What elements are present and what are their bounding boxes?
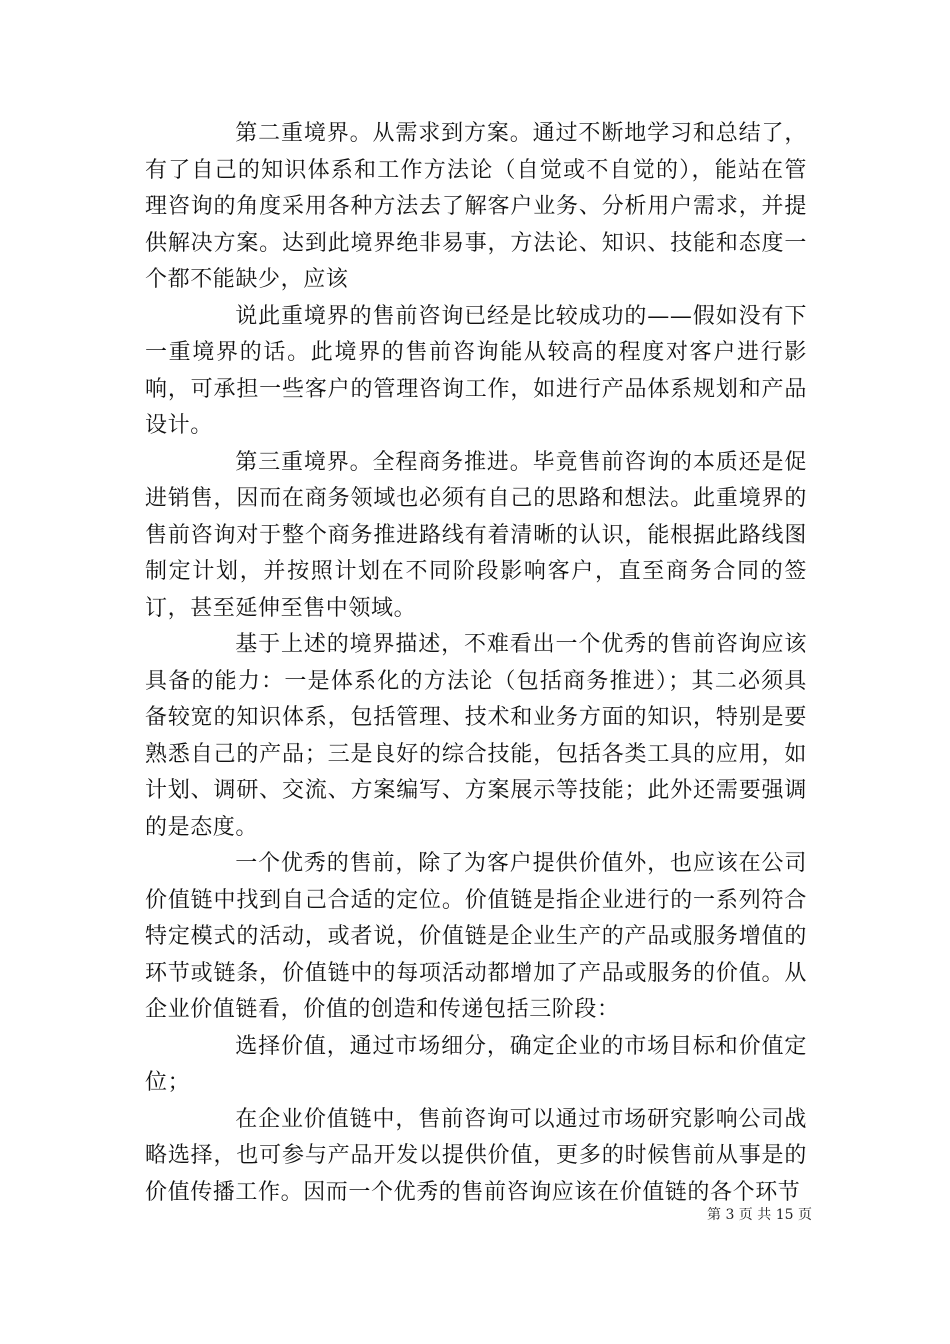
- document-body: [145, 116, 807, 1211]
- paragraph-value-chain: 一个优秀的售前，除了为客户提供价值外，也应该在公司价值链中找到自己合适的定位。价值链是指企业进行的一系列符合特定模式的活动，或者说，价值链是企业生产的产品或服务增值的环节或链条，价值链中的每项活动都增加了产品或服务的价值。从企业价值链看，价值的创造和传递包括三阶段：: [145, 851, 807, 1022]
- paragraph-required-abilities: 基于上述的境界描述，不难看出一个优秀的售前咨询应该具备的能力：一是体系化的方法论（包括商务推进）；其二必须具备较宽的知识体系，包括管理、技术和业务方面的知识，特别是要熟悉自己的产品；三是良好的综合技能，包括各类工具的应用，如计划、调研、交流、方案编写、方案展示等技能；此外还需要强调的是态度。: [145, 632, 807, 840]
- paragraph-presales-in-value-chain: 在企业价值链中，售前咨询可以通过市场研究影响公司战略选择，也可参与产品开发以提供价值，更多的时候售前从事是的价值传播工作。因而一个优秀的售前咨询应该在价值链的各个环节: [145, 1106, 807, 1205]
- paragraph-choose-value: 选择价值，通过市场细分，确定企业的市场目标和价值定位；: [145, 1033, 807, 1095]
- paragraph-second-realm: 第二重境界。从需求到方案。通过不断地学习和总结了，有了自己的知识体系和工作方法论（自觉或不自觉的），能站在管理咨询的角度采用各种方法去了解客户业务、分析用户需求，并提供解决方案。达到此境界绝非易事，方法论、知识、技能和态度一个都不能缺少，应该: [145, 121, 807, 292]
- page-number-footer: 第 3 页 共 15 页: [707, 1207, 812, 1223]
- paragraph-second-realm-continued: 说此重境界的售前咨询已经是比较成功的——假如没有下一重境界的话。此境界的售前咨询能从较高的程度对客户进行影响，可承担一些客户的管理咨询工作，如进行产品体系规划和产品设计。: [145, 303, 807, 438]
- paragraph-third-realm: 第三重境界。全程商务推进。毕竟售前咨询的本质还是促进销售，因而在商务领域也必须有自己的思路和想法。此重境界的售前咨询对于整个商务推进路线有着清晰的认识，能根据此路线图制定计划，并按照计划在不同阶段影响客户，直至商务合同的签订，甚至延伸至售中领域。: [145, 449, 807, 621]
